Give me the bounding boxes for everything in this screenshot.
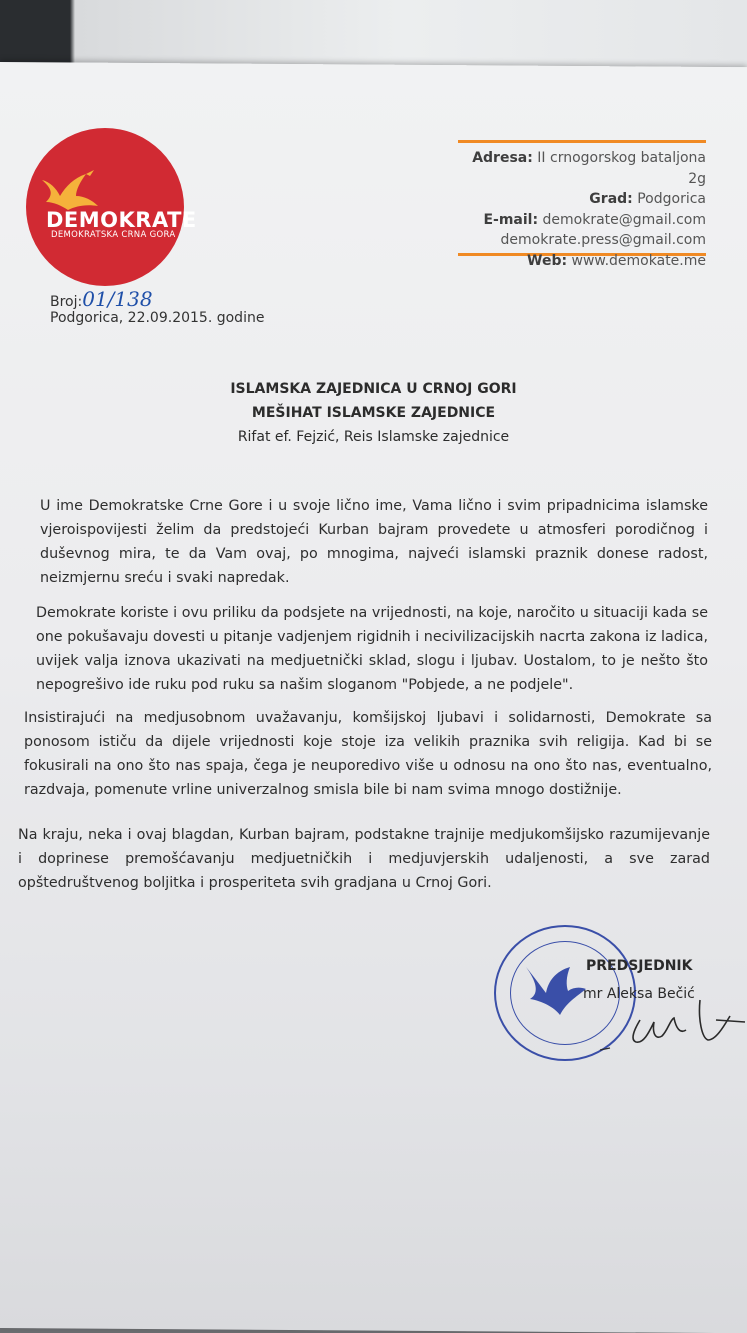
signatory-name: mr Aleksa Bečić [583, 986, 695, 1002]
web-line: Web: www.demokate.me [527, 252, 706, 269]
recipient-block [0, 377, 747, 449]
recipient-line-3: Rifat ef. Fejzić, Reis Islamske zajednice [237, 429, 510, 445]
body-paragraph-4: Na kraju, neka i ovaj blagdan, Kurban bajram, podstakne trajnije medjukomšijsko razumijevanje i doprinese premošćavanju medjuetničkih i medjuvjerskih udaljenosti, a sve zarad opštedruštvenog boljitka i prosperiteta svih gradjana u Crnoj Gori. [18, 827, 710, 891]
document-date: Podgorica, 22.09.2015. godine [50, 310, 265, 326]
document-number: Broj:01/138 [50, 287, 153, 311]
recipient-line-1: ISLAMSKA ZAJEDNICA U CRNOJ GORI [230, 381, 517, 397]
contact-block [458, 140, 706, 269]
address-line: Adresa: II crnogorskog bataljona 2g [472, 150, 706, 187]
body-paragraph-1: U ime Demokratske Crne Gore i u svoje lično ime, Vama lično i svim pripadnicima islamske vjeroispovijesti želim da predstojeći Kurban bajram provedete u atmosferi porodičnog i duševnog mira, te da Vam ovaj, po mnogima, najveći islamski praznik donese radost, neizmjernu sreću i svaki napredak. [40, 498, 708, 586]
recipient-line-2: MEŠIHAT ISLAMSKE ZAJEDNICE [251, 405, 496, 421]
handwritten-number: 01/138 [82, 287, 153, 311]
party-logo [26, 128, 197, 286]
body-paragraph-3: Insistirajući na medjusobnom uvažavanju, komšijskoj ljubavi i solidarnosti, Demokrate sa ponosom ističu da dijele vrijednosti koje stoje iza velikih praznika svih religija. Kad bi se fokusirali na ono što nas spaja, čega je neuporedivo više u odnosu na ono što nas, eventualno, razdvaja, pomenute vrline univerzalnog smisla bile bi nam svima mnogo dostižnije. [24, 710, 712, 798]
signatory-title: PREDSJEDNIK [586, 958, 693, 974]
email-line: E-mail: demokrate@gmail.com [483, 211, 706, 228]
email2-line: demokrate.press@gmail.com [500, 232, 706, 248]
body-paragraph-2: Demokrate koriste i ovu priliku da podsjete na vrijednosti, na koje, naročito u situaciji kada se one pokušavaju dovesti u pitanje vadjenjem rigidnih i necivilizacijskih nacrta zakona iz ladica, uvijek valja iznova ukazivati na medjuetnički sklad, slogu i ljubav. Uostalom, to je nešto što nepogrešivo ide ruku pod ruku sa našim sloganom "Pobjede, a ne podjele". [36, 605, 708, 693]
city-line: Grad: Podgorica [589, 191, 706, 207]
logo-name: DEMOKRATE [46, 208, 197, 232]
handwritten-signature [590, 990, 747, 1060]
logo-subtitle: DEMOKRATSKA CRNA GORA [51, 230, 176, 240]
